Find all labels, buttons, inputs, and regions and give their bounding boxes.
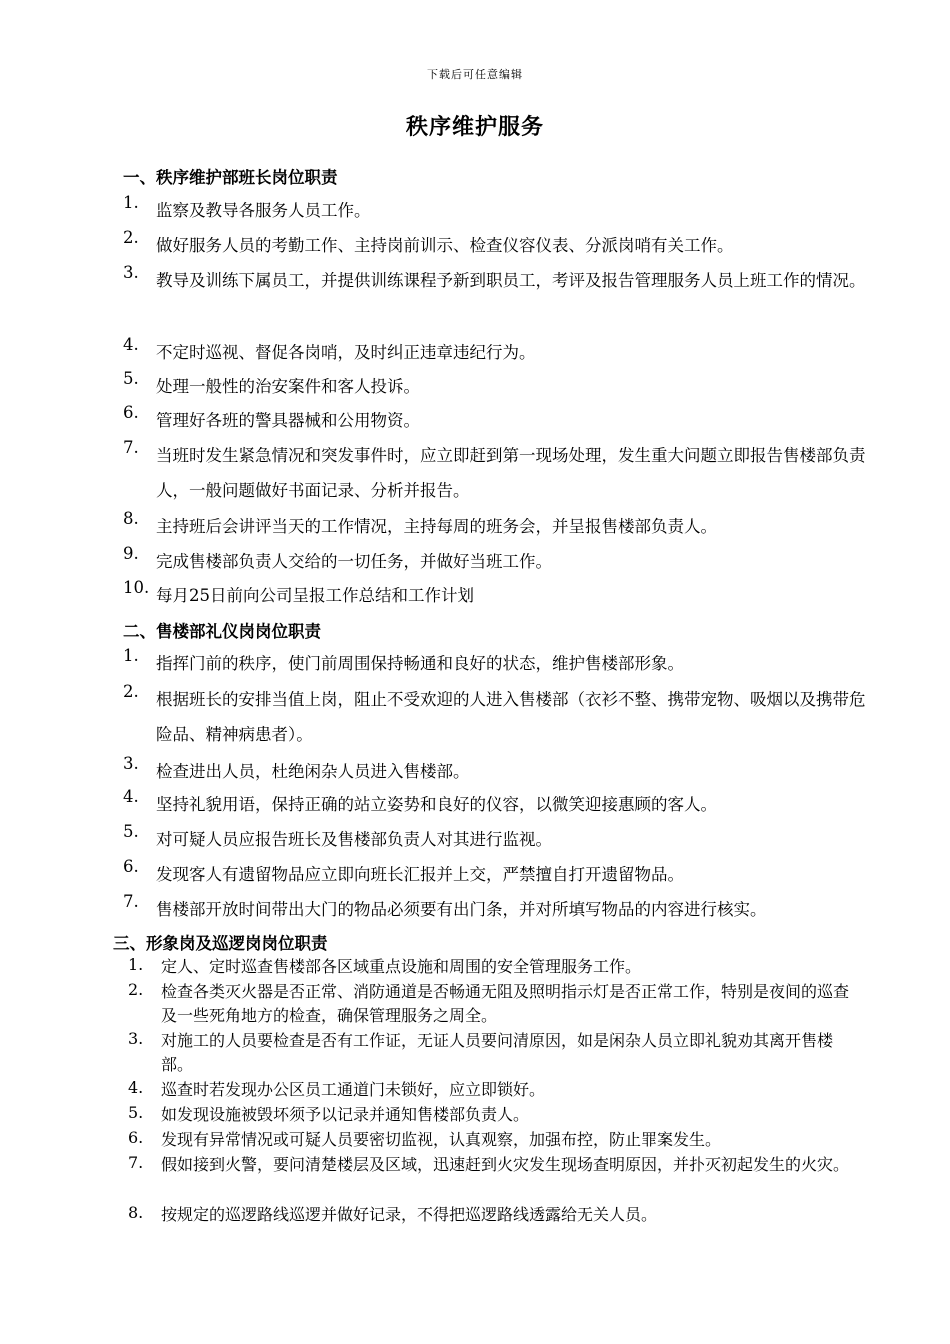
item-number: 3. (123, 754, 139, 773)
item-text: 完成售楼部负责人交给的一切任务，并做好当班工作。 (156, 552, 552, 571)
header-note: 下载后可任意编辑 (427, 68, 523, 81)
item-text: 管理好各班的警具器械和公用物资。 (156, 411, 420, 430)
item-number: 5. (123, 369, 139, 388)
item-number: 6. (123, 403, 139, 422)
item-text: 发现客人有遗留物品应立即向班长汇报并上交，严禁擅自打开遗留物品。 (156, 865, 684, 884)
item-text: 检查进出人员，杜绝闲杂人员进入售楼部。 (156, 762, 470, 781)
item-number: 3. (128, 1029, 144, 1048)
item-number: 7. (123, 438, 139, 457)
item-text: 监察及教导各服务人员工作。 (156, 201, 371, 220)
item-text: 巡查时若发现办公区员工通道门未锁好，应立即锁好。 (161, 1080, 546, 1099)
item-number: 9. (123, 544, 139, 563)
section-heading: 二、售楼部礼仪岗岗位职责 (123, 622, 321, 641)
item-number: 7. (123, 892, 139, 911)
item-text: 每月25日前向公司呈报工作总结和工作计划 (156, 586, 474, 605)
item-number: 2. (123, 228, 139, 247)
item-text: 售楼部开放时间带出大门的物品必须要有出门条，并对所填写物品的内容进行核实。 (156, 900, 767, 919)
page-title: 秩序维护服务 (405, 115, 544, 140)
item-text: 定人、定时巡查售楼部各区域重点设施和周围的安全管理服务工作。 (161, 957, 642, 976)
item-number: 2. (123, 682, 139, 701)
item-text: 对可疑人员应报告班长及售楼部负责人对其进行监视。 (156, 830, 552, 849)
item-number: 8. (128, 1203, 144, 1222)
section-heading: 三、形象岗及巡逻岗岗位职责 (113, 934, 328, 953)
item-number: 6. (123, 857, 139, 876)
item-text: 指挥门前的秩序，使门前周围保持畅通和良好的状态，维护售楼部形象。 (156, 654, 684, 673)
item-number: 7. (128, 1153, 144, 1172)
section-heading: 一、秩序维护部班长岗位职责 (123, 168, 338, 187)
item-number: 5. (123, 822, 139, 841)
item-text: 做好服务人员的考勤工作、主持岗前训示、检查仪容仪表、分派岗哨有关工作。 (156, 236, 734, 255)
item-number: 10. (123, 578, 150, 597)
item-number: 4. (128, 1078, 144, 1097)
item-text: 处理一般性的治安案件和客人投诉。 (156, 377, 420, 396)
item-number: 1. (128, 955, 144, 974)
item-text: 发现有异常情况或可疑人员要密切监视，认真观察，加强布控，防止罪案发生。 (161, 1130, 722, 1149)
item-text: 主持班后会讲评当天的工作情况，主持每周的班务会，并呈报售楼部负责人。 (156, 517, 717, 536)
item-text: 如发现设施被毁坏须予以记录并通知售楼部负责人。 (161, 1105, 530, 1124)
item-number: 3. (123, 263, 139, 282)
item-text: 坚持礼貌用语，保持正确的站立姿势和良好的仪容，以微笑迎接惠顾的客人。 (156, 795, 717, 814)
item-text: 对施工的人员要检查是否有工作证，无证人员要问清原因，如是闲杂人员立即礼貌劝其离开售楼部。 (161, 1031, 834, 1074)
item-text: 当班时发生紧急情况和突发事件时，应立即赶到第一现场处理，发生重大问题立即报告售楼部负责人，一般问题做好书面记录、分析并报告。 (156, 446, 866, 500)
item-number: 1. (123, 646, 139, 665)
item-text: 按规定的巡逻路线巡逻并做好记录，不得把巡逻路线透露给无关人员。 (161, 1205, 658, 1224)
item-number: 4. (123, 335, 139, 354)
item-text: 假如接到火警，要问清楚楼层及区域，迅速赶到火灾发生现场查明原因，并扑灭初起发生的火灾。 (161, 1155, 850, 1174)
item-number: 2. (128, 980, 144, 999)
item-text: 教导及训练下属员工，并提供训练课程予新到职员工，考评及报告管理服务人员上班工作的情况。 (156, 271, 866, 290)
item-number: 5. (128, 1103, 144, 1122)
item-number: 1. (123, 193, 139, 212)
item-text: 根据班长的安排当值上岗，阻止不受欢迎的人进入售楼部（衣衫不整、携带宠物、吸烟以及携带危险品、精神病患者）。 (156, 690, 866, 744)
item-text: 检查各类灭火器是否正常、消防通道是否畅通无阻及照明指示灯是否正常工作，特别是夜间的巡查及一些死角地方的检查，确保管理服务之周全。 (161, 982, 850, 1025)
item-number: 8. (123, 509, 139, 528)
item-number: 6. (128, 1128, 144, 1147)
item-number: 4. (123, 787, 139, 806)
item-text: 不定时巡视、督促各岗哨，及时纠正违章违纪行为。 (156, 343, 536, 362)
